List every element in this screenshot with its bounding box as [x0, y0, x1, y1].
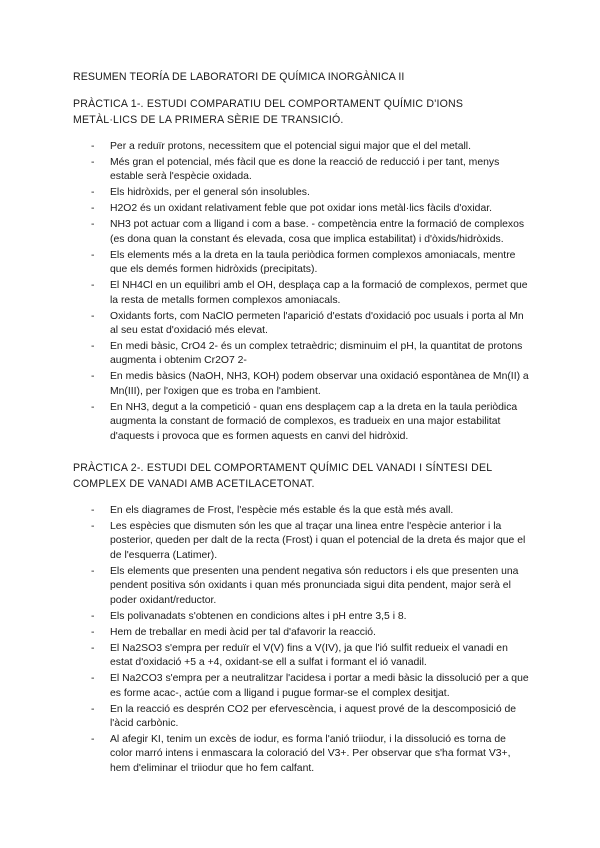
list-item-text: Més gran el potencial, més fàcil que es done la reacció de reducció i per tant, menys estable serà l'espècie oxidada.	[110, 157, 500, 183]
list-item-text: Els polivanadats s'obtenen en condicions altes i pH entre 3,5 i 8.	[110, 610, 407, 622]
list-item: - Oxidants forts, com NaClO permeten l'aparició d'estats d'oxidació poc usuals i porta al Mn al seu estat d'oxidació més elevat.	[91, 310, 524, 337]
list-item-text: Oxidants forts, com NaClO permeten l'aparició d'estats d'oxidació poc usuals i porta al Mn al seu estat d'oxidació més elevat.	[110, 310, 524, 337]
list-item: - H2O2 és un oxidant relativament feble que pot oxidar ions metàl·lics fàcils d'oxidar.	[91, 203, 493, 215]
list-item-text: NH3 pot actuar com a lligand i com a base. - competència entre la formació de complexos (es dona quan la constant és elevada, cosa que implica estabilitat) i d'òxids/hidròxids.	[110, 219, 525, 245]
list-item: - El Na2SO3 s'empra per reduïr el V(V) fins a V(IV), ja que l'ió sulfit redueix el vanadi en estat d'oxidació +5 a +4, oxidant-se ell a sulfat i formant el ió vanadil.	[91, 642, 508, 669]
list-item: - En medis bàsics (NaOH, NH3, KOH) podem observar una oxidació espontànea de Mn(II) a Mn(III), per l'oxigen que es troba en l'ambient.	[91, 371, 529, 397]
bullet-list-practica-2	[73, 504, 530, 776]
list-item: - Al afegir KI, tenim un excès de iodur, es forma l'anió triiodur, i la dissolució es torna de color marró intens i enmascara la coloració del V3+. Per observar que s'ha format V3+, hem d'eliminar el triiodur que ho fem calfant.	[91, 733, 511, 774]
list-item-text: En medis bàsics (NaOH, NH3, KOH) podem observar una oxidació espontànea de Mn(II) a Mn(III), per l'oxigen que es troba en l'ambient.	[110, 371, 529, 397]
list-item: - Per a reduïr protons, necessitem que el potencial sigui major que el del metall.	[91, 141, 471, 152]
bullet-list-practica-1	[73, 140, 530, 444]
list-item-text: En medi bàsic, CrO4 2- és un complex tetraèdric; disminuim el pH, la quantitat de protons augmenta i obtenim Cr2O7 2-	[110, 341, 523, 367]
list-item: - Els elements que presenten una pendent negativa són reductors i els que presenten una pendent positiva són oxidants i quan més pronunciada sigui dita pendent, major serà el poder oxidant/reductor.	[91, 565, 519, 606]
list-item-text: Al afegir KI, tenim un excès de iodur, es forma l'anió triiodur, i la dissolució es torna de color marró intens i enmascara la coloració del V3+. Per observar que s'ha format V3+, hem d'eliminar el triiodur que ho fem calfant.	[110, 733, 511, 774]
list-item: - Més gran el potencial, més fàcil que es done la reacció de reducció i per tant, menys estable serà l'espècie oxidada.	[91, 157, 500, 183]
list-item: - NH3 pot actuar com a lligand i com a base. - competència entre la formació de complexos (es dona quan la constant és elevada, cosa que implica estabilitat) i d'òxids/hidròxids.	[91, 219, 525, 245]
list-item-text: El Na2SO3 s'empra per reduïr el V(V) fins a V(IV), ja que l'ió sulfit redueix el vanadi en estat d'oxidació +5 a +4, oxidant-se ell a sulfat i formant el ió vanadil.	[110, 642, 508, 669]
list-item-text: El NH4Cl en un equilibri amb el OH, desplaça cap a la formació de complexos, permet que la resta de metalls formen complexos amoniacals.	[110, 280, 528, 306]
list-item: - Els hidròxids, per el general són insolubles.	[91, 187, 310, 199]
list-item-text: Els hidròxids, per el general són insolubles.	[110, 187, 310, 199]
list-item: - El Na2CO3 s'empra per a neutralitzar l'acidesa i portar a medi bàsic la dissolució per a que es forme acac-, actúe com a lligand i pugue formar-se el complex desitjat.	[91, 673, 529, 699]
list-item-text: Hem de treballar en medi àcid per tal d'afavorir la reacció.	[110, 626, 376, 638]
list-item-text: Les espècies que dismuten són les que al traçar una linea entre l'espècie anterior i la posterior, queden per dalt de la recta (Frost) i quan el potencial de la dreta és major que el de l'esquerra (Latimer).	[110, 521, 526, 561]
list-item: - En la reacció es desprén CO2 per efervescència, i aquest prové de la descomposició de l'àcid carbònic.	[91, 703, 517, 729]
list-item-text: En la reacció es desprén CO2 per efervescència, i aquest prové de la descomposició de l'àcid carbònic.	[110, 703, 517, 729]
list-item-text: Els elements que presenten una pendent negativa són reductors i els que presenten una pendent positiva són oxidants i quan més pronunciada sigui dita pendent, major serà el poder oxidant/reductor.	[110, 565, 519, 606]
list-item: - En NH3, degut a la competició - quan ens desplaçem cap a la dreta en la taula periòdica augmenta la constant de formació de complexos, es tradueix en una major estabilitat d'aquests i provoca que es formen aquests en canvi del hidròxid.	[91, 401, 518, 442]
list-item-text: H2O2 és un oxidant relativament feble que pot oxidar ions metàl·lics fàcils d'oxidar.	[110, 203, 493, 215]
list-item-text: En NH3, degut a la competició - quan ens desplaçem cap a la dreta en la taula periòdica augmenta la constant de formació de complexos, es tradueix en una major estabilitat d'aquests i provoca que es formen aquests en canvi del hidròxid.	[110, 401, 518, 442]
section-heading-practica-1: PRÀCTICA 1-. ESTUDI COMPARATIU DEL COMPORTAMENT QUÍMIC D'IONS METÀL·LICS DE LA PRIMERA SÈRIE DE TRANSICIÓ.	[73, 98, 464, 126]
list-item: - El NH4Cl en un equilibri amb el OH, desplaça cap a la formació de complexos, permet que la resta de metalls formen complexos amoniacals.	[91, 280, 528, 306]
list-item: - Hem de treballar en medi àcid per tal d'afavorir la reacció.	[91, 626, 376, 638]
list-item-text: Els elements més a la dreta en la taula periòdica formen complexos amoniacals, mentre que els demés formen hidròxids (precipitats).	[110, 249, 516, 276]
list-item-text: En els diagrames de Frost, l'espècie més estable és la que està més avall.	[110, 505, 454, 517]
list-item: - Les espècies que dismuten són les que al traçar una linea entre l'espècie anterior i la posterior, queden per dalt de la recta (Frost) i quan el potencial de la dreta és major que el de l'esquerra (Latimer).	[91, 521, 526, 561]
list-item-text: El Na2CO3 s'empra per a neutralitzar l'acidesa i portar a medi bàsic la dissolució per a que es forme acac-, actúe com a lligand i pugue formar-se el complex desitjat.	[110, 673, 529, 699]
document-title: RESUMEN TEORÍA DE LABORATORI DE QUÍMICA INORGÀNICA II	[73, 71, 405, 83]
section-heading-practica-2: PRÀCTICA 2-. ESTUDI DEL COMPORTAMENT QUÍMIC DEL VANADI I SÍNTESI DEL COMPLEX DE VANADI AMB ACETILACETONAT.	[73, 462, 492, 490]
list-item: - Els polivanadats s'obtenen en condicions altes i pH entre 3,5 i 8.	[91, 610, 407, 622]
list-item-text: Per a reduïr protons, necessitem que el potencial sigui major que el del metall.	[110, 141, 471, 152]
list-item: - En els diagrames de Frost, l'espècie més estable és la que està més avall.	[91, 505, 454, 517]
list-item: - Els elements més a la dreta en la taula periòdica formen complexos amoniacals, mentre que els demés formen hidròxids (precipitats).	[91, 249, 516, 276]
list-item: - En medi bàsic, CrO4 2- és un complex tetraèdric; disminuim el pH, la quantitat de protons augmenta i obtenim Cr2O7 2-	[91, 341, 523, 367]
